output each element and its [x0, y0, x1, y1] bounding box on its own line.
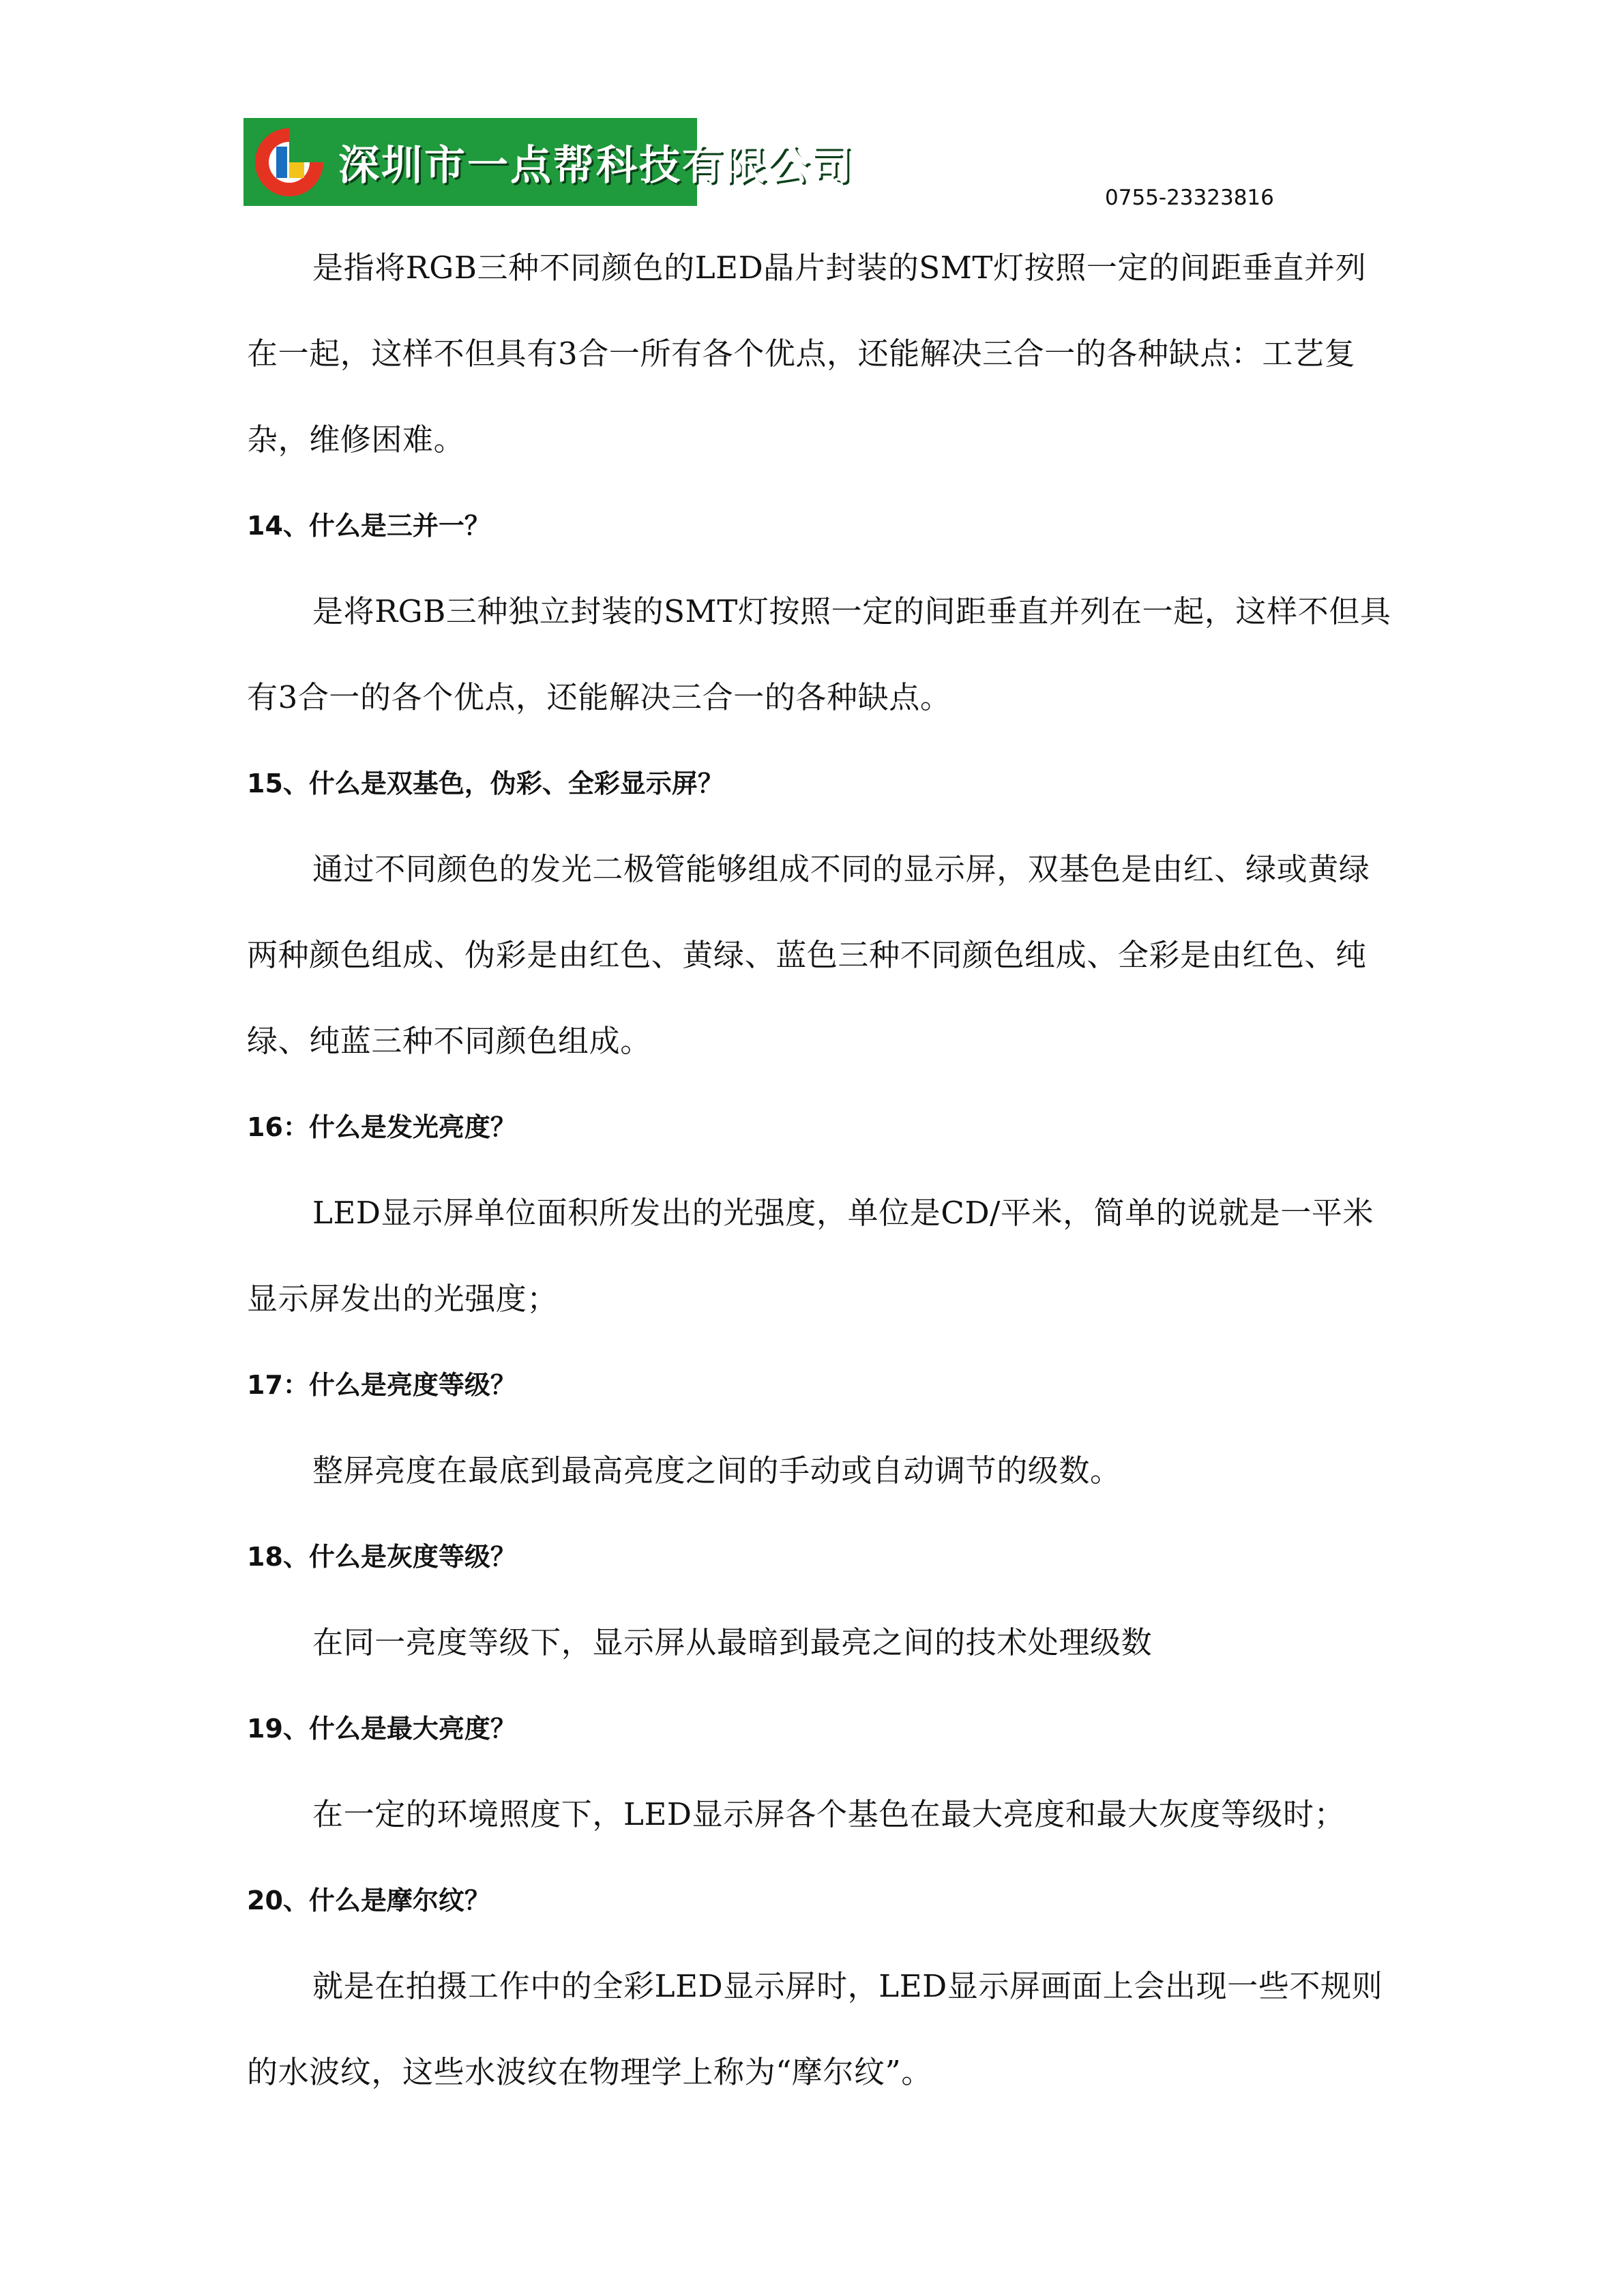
- company-logo-icon: [252, 125, 326, 199]
- paragraph-18: 在同一亮度等级下，显示屏从最暗到最亮之间的技术处理级数: [312, 1624, 1153, 1660]
- question-14-heading: 14、什么是三并一？: [247, 511, 490, 541]
- question-20-heading: 20、什么是摩尔纹？: [247, 1885, 490, 1915]
- question-17-heading: 17：什么是亮度等级？: [247, 1370, 516, 1400]
- question-16-heading: 16：什么是发光亮度？: [247, 1112, 516, 1142]
- question-15-heading: 15、什么是双基色，伪彩、全彩显示屏？: [247, 769, 724, 799]
- company-logo-banner: [243, 118, 854, 206]
- paragraph-13: 是指将RGB三种不同颜色的LED晶片封装的SMT灯按照一定的间距垂直并列在一起，这样不但具有3合一所有各个优点，还能解决三合一的各种缺点：工艺复杂，维修困难。: [247, 250, 1367, 458]
- paragraph-14: 是将RGB三种独立封装的SMT灯按照一定的间距垂直并列在一起，这样不但具有3合一的各个优点，还能解决三合一的各种缺点。: [247, 593, 1391, 715]
- question-18-heading: 18、什么是灰度等级？: [247, 1542, 516, 1572]
- paragraph-19: 在一定的环境照度下，LED显示屏各个基色在最大亮度和最大灰度等级时；: [312, 1796, 1346, 1832]
- paragraph-15: 通过不同颜色的发光二极管能够组成不同的显示屏，双基色是由红、绿或黄绿两种颜色组成、伪彩是由红色、黄绿、蓝色三种不同颜色组成、全彩是由红色、纯绿、纯蓝三种不同颜色组成。: [247, 851, 1370, 1059]
- document-body: [247, 225, 1397, 2115]
- question-19-heading: 19、什么是最大亮度？: [247, 1714, 516, 1744]
- paragraph-17: 整屏亮度在最底到最高亮度之间的手动或自动调节的级数。: [312, 1452, 1121, 1489]
- paragraph-16: LED显示屏单位面积所发出的光强度，单位是CD/平米，简单的说就是一平米显示屏发出的光强度；: [247, 1195, 1374, 1317]
- paragraph-20: 就是在拍摄工作中的全彩LED显示屏时，LED显示屏画面上会出现一些不规则的水波纹，这些水波纹在物理学上称为“摩尔纹”。: [247, 1968, 1383, 2090]
- company-name: 深圳市一点帮科技有限公司: [338, 141, 854, 190]
- phone-number: 0755-23323816: [1105, 185, 1274, 210]
